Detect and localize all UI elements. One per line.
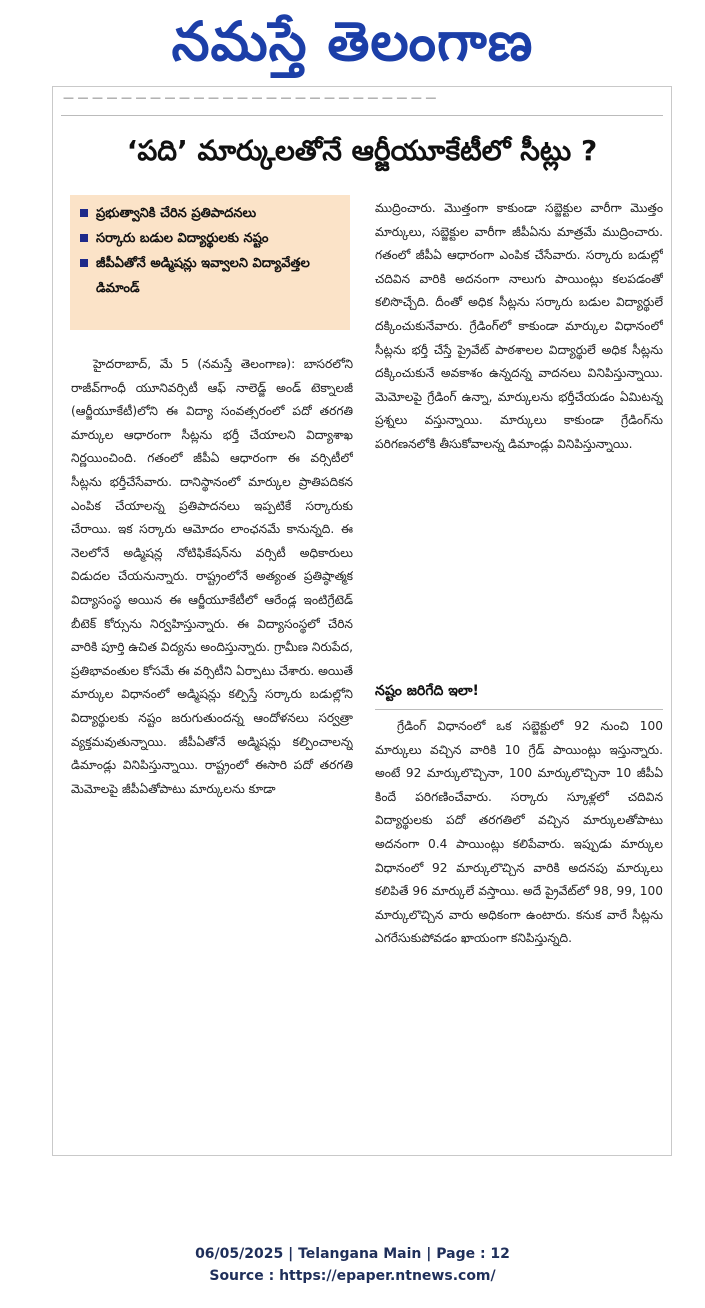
square-bullet-icon (80, 209, 88, 217)
newspaper-title: నమస్తే తెలంగాణ (171, 9, 534, 73)
highlight-item (80, 226, 340, 251)
square-bullet-icon (80, 259, 88, 267)
body-column-right (375, 197, 663, 667)
highlights-box (70, 195, 350, 330)
highlight-text: ప్రభుత్వానికి చేరిన ప్రతిపాదనలు (96, 206, 257, 221)
section-subheading: నష్టం జరిగేది ఇలా! (375, 679, 663, 710)
cut-off-line: — — — — — — — — — — — — — — — — — — — — — — — — — — (63, 93, 437, 103)
highlight-text: జీపీఏతోనే అడ్మిషన్లు ఇవ్వాలని విద్యావేత్తల డిమాండ్ (96, 256, 310, 296)
body-paragraph: ముద్రించారు. మొత్తంగా కాకుండా సబ్జెక్టుల వారీగా మొత్తం మార్కులు, సబ్జెక్టుల వారీగా జీపీఏను మాత్రమే ముద్రించారు. గతంలో జీపీఏ ఆధారంగా ఎంపిక చేసేవారు. సర్కారు బడుల్లో చదివిన వారికి అదనంగా నాలుగు పాయింట్లు కలపడంతో కలిసొచ్చేది. దీంతో అధిక సీట్లను సర్కారు బడుల విద్యార్థులే దక్కించుకునేవారు. గ్రేడింగ్‌లో కాకుండా మార్కుల విధానంలో సీట్లను భర్తీ చేస్తే ప్రైవేట్ పాఠశాలల విద్యార్థులే అధిక సీట్లను దక్కించుకునే అవకాశం ఉన్నదన్న వాదనలు వినిపిస్తున్నాయి. మెమోలపై గ్రేడింగ్ ఉన్నా, మార్కులను భర్తీచేయడం ఏమిటన్న ప్రశ్నలు వస్తున్నాయి. మార్కులు కాకుండా గ్రేడింగ్‌ను పరిగణనలోకి తీసుకోవాలన్న డిమాండ్లు వినిపిస్తున్నాయి. (375, 201, 663, 451)
article-headline: ‘పది’ మార్కులతోనే ఆర్జీయూకేటీలో సీట్లు ? (126, 134, 598, 167)
highlight-item (80, 251, 340, 301)
body-column-right-lower (375, 715, 663, 1135)
square-bullet-icon (80, 234, 88, 242)
divider (61, 115, 663, 116)
edition-info: 06/05/2025 | Telangana Main | Page : 12 (195, 1246, 510, 1262)
body-paragraph: హైదరాబాద్, మే 5 (నమస్తే తెలంగాణ): బాసరలోని రాజీవ్‌గాంధీ యూనివర్సిటీ ఆఫ్ నాలెడ్జ్ అండ్ టెక్నాలజీ (ఆర్జీయూకేటీ)లోని ఈ విద్యా సంవత్సరంలో పదో తరగతి మార్కుల ఆధారంగా సీట్లను భర్తీ చేయాలని విద్యాశాఖ నిర్ణయించింది. గతంలో జీపీఏ ఆధారంగా ఈ వర్సిటీలో సీట్లను భర్తీచేసేవారు. దానిస్థానంలో మార్కుల ప్రాతిపదికన ఎంపిక చేయాలన్న ప్రతిపాదనలు ఇప్పటికే సర్కారుకు చేరాయి. ఇక సర్కారు ఆమోదం లాంఛనమే కానున్నది. ఈ నెలలోనే అడ్మిషన్ల నోటిఫికేషన్‌ను వర్సిటీ అధికారులు విడుదల చేయనున్నారు. రాష్ట్రంలోనే అత్యంత ప్రతిష్ఠాత్మక విద్యాసంస్థ అయిన ఈ ఆర్జీయూకేటీలో ఆరేండ్ల ఇంటిగ్రేటెడ్ బీటెక్ కోర్సును నిర్వహిస్తున్నారు. ఈ విద్యాసంస్థలో చేరిన వారికి పూర్తి ఉచిత విద్యను అందిస్తున్నారు. గ్రామీణ నిరుపేద, ప్రతిభావంతుల కోసమే ఈ వర్సిటీని ఏర్పాటు చేశారు. అయితే మార్కుల విధానంలో అడ్మిషన్లు కల్పిస్తే సర్కారు బడుల్లోని విద్యార్థులకు నష్టం జరుగుతుందన్న ఆందోళనలు సర్వత్రా వ్యక్తమవుతున్నాయి. జీపీఏతోనే అడ్మిషన్లు కల్పించాలన్న డిమాండ్లు వినిపిస్తున్నాయి. రాష్ట్రంలో ఈసారి పదో తరగతి మెమోలపై జీపీఏతోపాటు మార్కులను కూడా (71, 357, 353, 796)
article-clipping (52, 86, 672, 1156)
body-paragraph: గ్రేడింగ్ విధానంలో ఒక సబ్జెక్టులో 92 నుంచి 100 మార్కులు వచ్చిన వారికి 10 గ్రేడ్ పాయింట్లు ఇస్తున్నారు. అంటే 92 మార్కులొచ్చినా, 100 మార్కులొచ్చినా 10 జీపీఏ కిందే పరిగణించేవారు. సర్కారు స్కూళ్లలో చదివిన విద్యార్థులకు పదో తరగతిలో వచ్చిన మార్కులతోపాటు అదనంగా 0.4 పాయింట్లు కలిపేవారు. ఇప్పుడు మార్కుల విధానంలో 92 మార్కులొచ్చిన వారికి అదనపు మార్కులు కలిపితే 96 మార్కులే వస్తాయి. అదే ప్రైవేట్‌లో 98, 99, 100 మార్కులొచ్చిన వారు అధికంగా ఉంటారు. కనుక వారే సీట్లను ఎగరేసుకుపోవడం ఖాయంగా కనిపిస్తున్నది. (375, 719, 663, 946)
source-link[interactable]: Source : https://epaper.ntnews.com/ (209, 1268, 496, 1284)
body-column-left (71, 353, 353, 1133)
highlight-text: సర్కారు బడుల విద్యార్థులకు నష్టం (96, 231, 269, 246)
masthead-logo (0, 6, 705, 76)
highlight-item (80, 201, 340, 226)
